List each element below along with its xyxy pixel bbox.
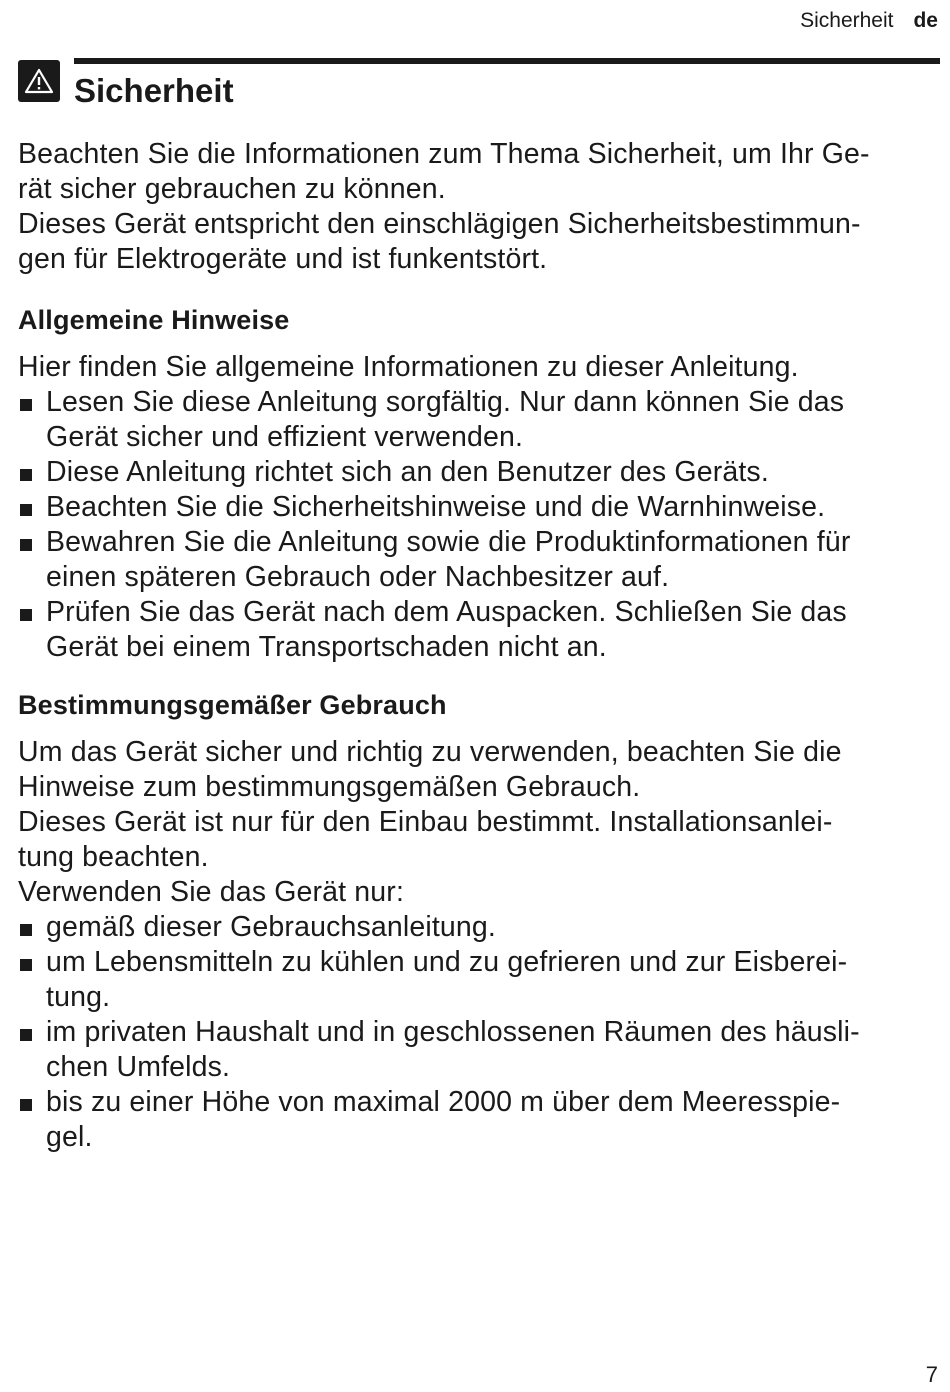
- list-item: [18, 490, 936, 525]
- list-item: [18, 385, 936, 455]
- list-item-line: Gerät bei einem Transportschaden nicht an.: [46, 631, 607, 663]
- intro-line: gen für Elektrogeräte und ist funkentstört.: [18, 243, 548, 275]
- list-item-line: Gerät sicher und effizient verwenden.: [46, 421, 524, 453]
- section-heading-general-notes: Allgemeine Hinweise: [18, 305, 290, 335]
- running-head-section: Sicherheit: [800, 9, 894, 32]
- list-item-line: tung.: [46, 981, 111, 1013]
- section-paragraph: Hinweise zum bestimmungsgemäßen Gebrauch.: [18, 771, 641, 803]
- page-number: 7: [925, 1362, 938, 1387]
- intro-text: [18, 137, 936, 277]
- list-item: [18, 1085, 936, 1155]
- title-rule: [74, 58, 940, 64]
- list-item-line: Prüfen Sie das Gerät nach dem Auspacken. Schließen Sie das: [46, 596, 847, 628]
- intended-use-list: [18, 910, 936, 1155]
- section-paragraph: Dieses Gerät ist nur für den Einbau bestimmt. Installationsanlei-: [18, 806, 833, 838]
- main-content: [18, 137, 936, 1155]
- list-item-line: einen späteren Gebrauch oder Nachbesitzer auf.: [46, 561, 670, 593]
- list-item-line: Bewahren Sie die Anleitung sowie die Produktinformationen für: [46, 526, 851, 558]
- list-item: [18, 455, 936, 490]
- page-title: Sicherheit: [74, 72, 234, 109]
- warning-triangle-icon: [18, 60, 60, 102]
- general-notes-list: [18, 385, 936, 665]
- intro-line: rät sicher gebrauchen zu können.: [18, 173, 446, 205]
- section-heading-intended-use: Bestimmungsgemäßer Gebrauch: [18, 690, 447, 720]
- list-item: [18, 910, 936, 945]
- section-paragraph: Hier finden Sie allgemeine Informationen zu dieser Anleitung.: [18, 351, 799, 383]
- list-item-line: Lesen Sie diese Anleitung sorgfältig. Nur dann können Sie das: [46, 386, 845, 418]
- list-item-line: Diese Anleitung richtet sich an den Benutzer des Geräts.: [46, 456, 769, 488]
- intro-line: Dieses Gerät entspricht den einschlägigen Sicherheitsbestimmun-: [18, 208, 861, 240]
- list-item: [18, 1015, 936, 1085]
- list-item-line: chen Umfelds.: [46, 1051, 231, 1083]
- list-item-line: gemäß dieser Gebrauchsanleitung.: [46, 911, 496, 943]
- section-paragraph: tung beachten.: [18, 841, 209, 873]
- list-item: [18, 945, 936, 1015]
- list-item-line: Beachten Sie die Sicherheitshinweise und die Warnhinweise.: [46, 491, 826, 523]
- section-paragraph: Verwenden Sie das Gerät nur:: [18, 876, 405, 908]
- intro-line: Beachten Sie die Informationen zum Thema Sicherheit, um Ihr Ge-: [18, 138, 870, 170]
- section-paragraph: Um das Gerät sicher und richtig zu verwenden, beachten Sie die: [18, 736, 842, 768]
- list-item-line: gel.: [46, 1121, 93, 1153]
- list-item: [18, 595, 936, 665]
- running-head-language: de: [913, 9, 938, 32]
- list-item-line: bis zu einer Höhe von maximal 2000 m über dem Meeresspie-: [46, 1086, 841, 1118]
- list-item-line: um Lebensmitteln zu kühlen und zu gefrieren und zur Eisberei-: [46, 946, 848, 978]
- running-head: [800, 8, 938, 34]
- list-item-line: im privaten Haushalt und in geschlossenen Räumen des häusli-: [46, 1016, 860, 1048]
- list-item: [18, 525, 936, 595]
